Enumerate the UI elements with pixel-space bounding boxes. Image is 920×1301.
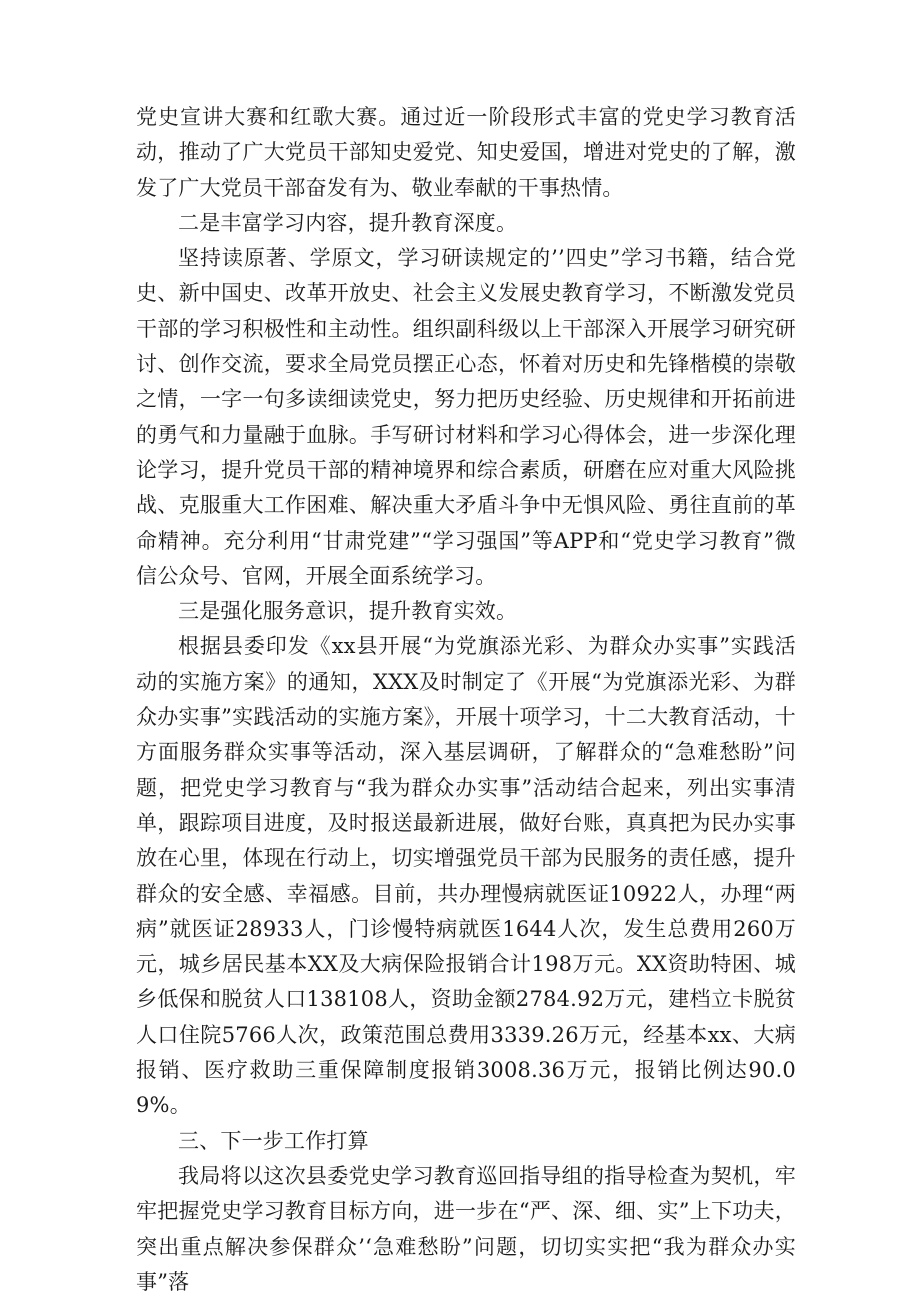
- heading-enrich-content: 二是丰富学习内容，提升教育深度。: [178, 210, 518, 235]
- paragraph-party-history-contest: 党史宣讲大赛和红歌大赛。通过近一阶段形式丰富的党史学习教育活动，推动了广大党员干部知史爱党、知史爱国，增进对党史的了解，激发了广大党员干部奋发有为、敬业奉献的干事热情。: [136, 105, 796, 200]
- paragraph-next-steps-plan: 我局将以这次县委党史学习教育巡回指导组的指导检查为契机，牢牢把握党史学习教育目标方向，进一步在“严、深、细、实”上下功夫，突出重点解决参保群众’‘急难愁盼”问题，切切实实把“我为群众办实事”落: [136, 1163, 796, 1294]
- heading-strengthen-service: 三是强化服务意识，提升教育实效。: [178, 599, 518, 624]
- heading-next-steps: 三、下一步工作打算: [178, 1128, 369, 1153]
- document-body: [136, 100, 796, 1300]
- paragraph-practice-activities: 根据县委印发《xx县开展“为党旗添光彩、为群众办实事”实践活动的实施方案》的通知，XXX及时制定了《开展“为党旗添光彩、为群众办实事”实践活动的实施方案》，开展十项学习，十二大教育活动，十方面服务群众实事等活动，深入基层调研，了解群众的“急难愁盼”问题，把党史学习教育与“我为群众办实事”活动结合起来，列出实事清单，跟踪项目进度，及时报送最新进展，做好台账，真真把为民办实事放在心里，体现在行动上，切实增强党员干部为民服务的责任感，提升群众的安全感、幸福感。目前，共办理慢病就医证10922人，办理“两病”就医证28933人，门诊慢特病就医1644人次，发生总费用260万元，城乡居民基本XX及大病保险报销合计198万元。XX资助特困、城乡低保和脱贫人口138108人，资助金额2784.92万元，建档立卡脱贫人口住院5766人次，政策范围总费用3339.26万元，经基本xx、大病报销、医疗救助三重保障制度报销3008.36万元，报销比例达90.09%。: [136, 634, 796, 1118]
- paragraph-study-original-works: 坚持读原著、学原文，学习研读规定的’’四史”学习书籍，结合党史、新中国史、改革开放史、社会主义发展史教育学习，不断激发党员干部的学习积极性和主动性。组织副科级以上干部深入开展学习研究研讨、创作交流，要求全局党员摆正心态，怀着对历史和先锋楷模的崇敬之情，一字一句多读细读党史，努力把历史经验、历史规律和开拓前进的勇气和力量融于血脉。手写研讨材料和学习心得体会，进一步深化理论学习，提升党员干部的精神境界和综合素质，研磨在应对重大风险挑战、克服重大工作困难、解决重大矛盾斗争中无惧风险、勇往直前的革命精神。充分利用“甘肃党建”“学习强国”等APP和“党史学习教育”微信公众号、官网，开展全面系统学习。: [136, 246, 796, 588]
